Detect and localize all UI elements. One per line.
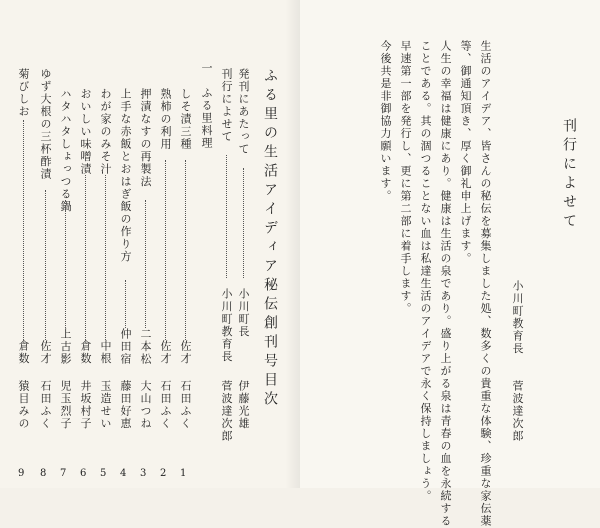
- toc-entry-page: 1: [180, 468, 187, 479]
- toc-title: ふる里の生活アイディア秘伝創刊号目次: [262, 68, 278, 410]
- toc-entry-author: 仲田宿: [119, 328, 132, 366]
- foreword-author-name: 菅波達次郎: [511, 380, 524, 443]
- toc-entry-name: 猿目みの: [17, 380, 30, 430]
- toc-entry-name: 石田ふく: [39, 380, 52, 430]
- toc-entry-author: 二本松: [139, 328, 152, 366]
- toc-entry-title: 菊びしお: [17, 68, 30, 118]
- foreword-line: 生活のアイデア、皆さんの秘伝を募集しました処、数多くの貴重な体験、珍重な家伝薬: [479, 40, 492, 528]
- toc-entry-title: 熟柿の利用: [159, 88, 172, 151]
- toc-entry-title: ゆず大根の三杯酢漬: [39, 68, 52, 181]
- toc-entry-page: 8: [40, 468, 47, 479]
- toc-entry-name: 大山つね: [139, 380, 152, 430]
- toc-section-header: 一 ふる里料理: [200, 62, 213, 150]
- foreword-line: 早速第一部を発行し、更に第二部に着手します。: [399, 40, 412, 315]
- toc-entry-title: 押漬なすの再製法: [139, 88, 152, 188]
- toc-entry-title: ハタハタしょっつる鍋: [59, 88, 72, 213]
- toc-entry-name: 児玉烈子: [59, 380, 72, 430]
- table-of-contents-page: [0, 0, 300, 488]
- toc-entry-page: 9: [18, 468, 25, 479]
- toc-entry-author: 上古影: [59, 328, 72, 366]
- foreword-line: ことである。其の涸つることない血は私達生活のアイデアで永く保持しましょう。: [419, 40, 432, 503]
- toc-entry-name: 石田ふく: [179, 380, 192, 430]
- toc-entry-page: 6: [80, 468, 87, 479]
- toc-entry-name: 石田ふく: [159, 380, 172, 430]
- toc-front-name-1: 伊藤光雄: [237, 380, 250, 430]
- toc-entry-author: 倉数: [17, 340, 30, 365]
- toc-entry-author: 佐才: [159, 340, 172, 365]
- toc-entry-author: 中根: [99, 340, 112, 365]
- foreword-line: 今後共是非御協力願います。: [379, 40, 392, 203]
- toc-entry-author: 佐才: [179, 340, 192, 365]
- toc-entry-author: 佐才: [39, 340, 52, 365]
- toc-entry-page: 7: [60, 468, 67, 479]
- toc-front-label-2: 刊行によせて: [220, 68, 233, 143]
- foreword-page: [300, 0, 600, 528]
- dotted-leader: [105, 175, 106, 340]
- toc-entry-title: おいしい味噌漬: [79, 88, 92, 176]
- dotted-leader: [85, 175, 86, 340]
- toc-entry-title: 上手な赤飯とおはぎ飯の作り方: [119, 88, 132, 263]
- toc-entry-name: 藤田好恵: [119, 380, 132, 430]
- toc-entry-page: 3: [140, 468, 147, 479]
- toc-front-name-2: 菅波達次郎: [220, 380, 233, 443]
- toc-entry-author: 倉数: [79, 340, 92, 365]
- foreword-line: 等、御通知頂き、厚く御礼申上げます。: [459, 40, 472, 265]
- toc-entry-title: しそ漬三種: [179, 88, 192, 151]
- toc-entry-page: 4: [120, 468, 127, 479]
- dotted-leader: [45, 190, 46, 340]
- dotted-leader: [165, 160, 166, 340]
- dotted-leader: [185, 160, 186, 340]
- dotted-leader: [243, 168, 244, 278]
- toc-entry-name: 井坂村子: [79, 380, 92, 430]
- foreword-title: 刊行によせて: [561, 118, 577, 232]
- toc-entry-title: わが家のみそ汁: [99, 88, 112, 176]
- dotted-leader: [145, 200, 146, 328]
- toc-front-author-1: 小川町長: [237, 288, 250, 338]
- toc-entry-name: 玉造せい: [99, 380, 112, 430]
- dotted-leader: [65, 200, 66, 328]
- dotted-leader: [226, 155, 227, 278]
- toc-entry-page: 2: [160, 468, 167, 479]
- toc-front-author-2: 小川町教育長: [220, 288, 233, 363]
- dotted-leader: [125, 280, 126, 328]
- dotted-leader: [23, 120, 24, 340]
- toc-front-label-1: 発刊にあたって: [237, 68, 250, 156]
- foreword-line: 人生の幸福は健康にあり。健康は生活の泉であり。盛り上がる泉は青春の血を永続する: [439, 40, 452, 528]
- toc-entry-page: 5: [100, 468, 107, 479]
- foreword-author-title: 小川町教育長: [511, 280, 524, 355]
